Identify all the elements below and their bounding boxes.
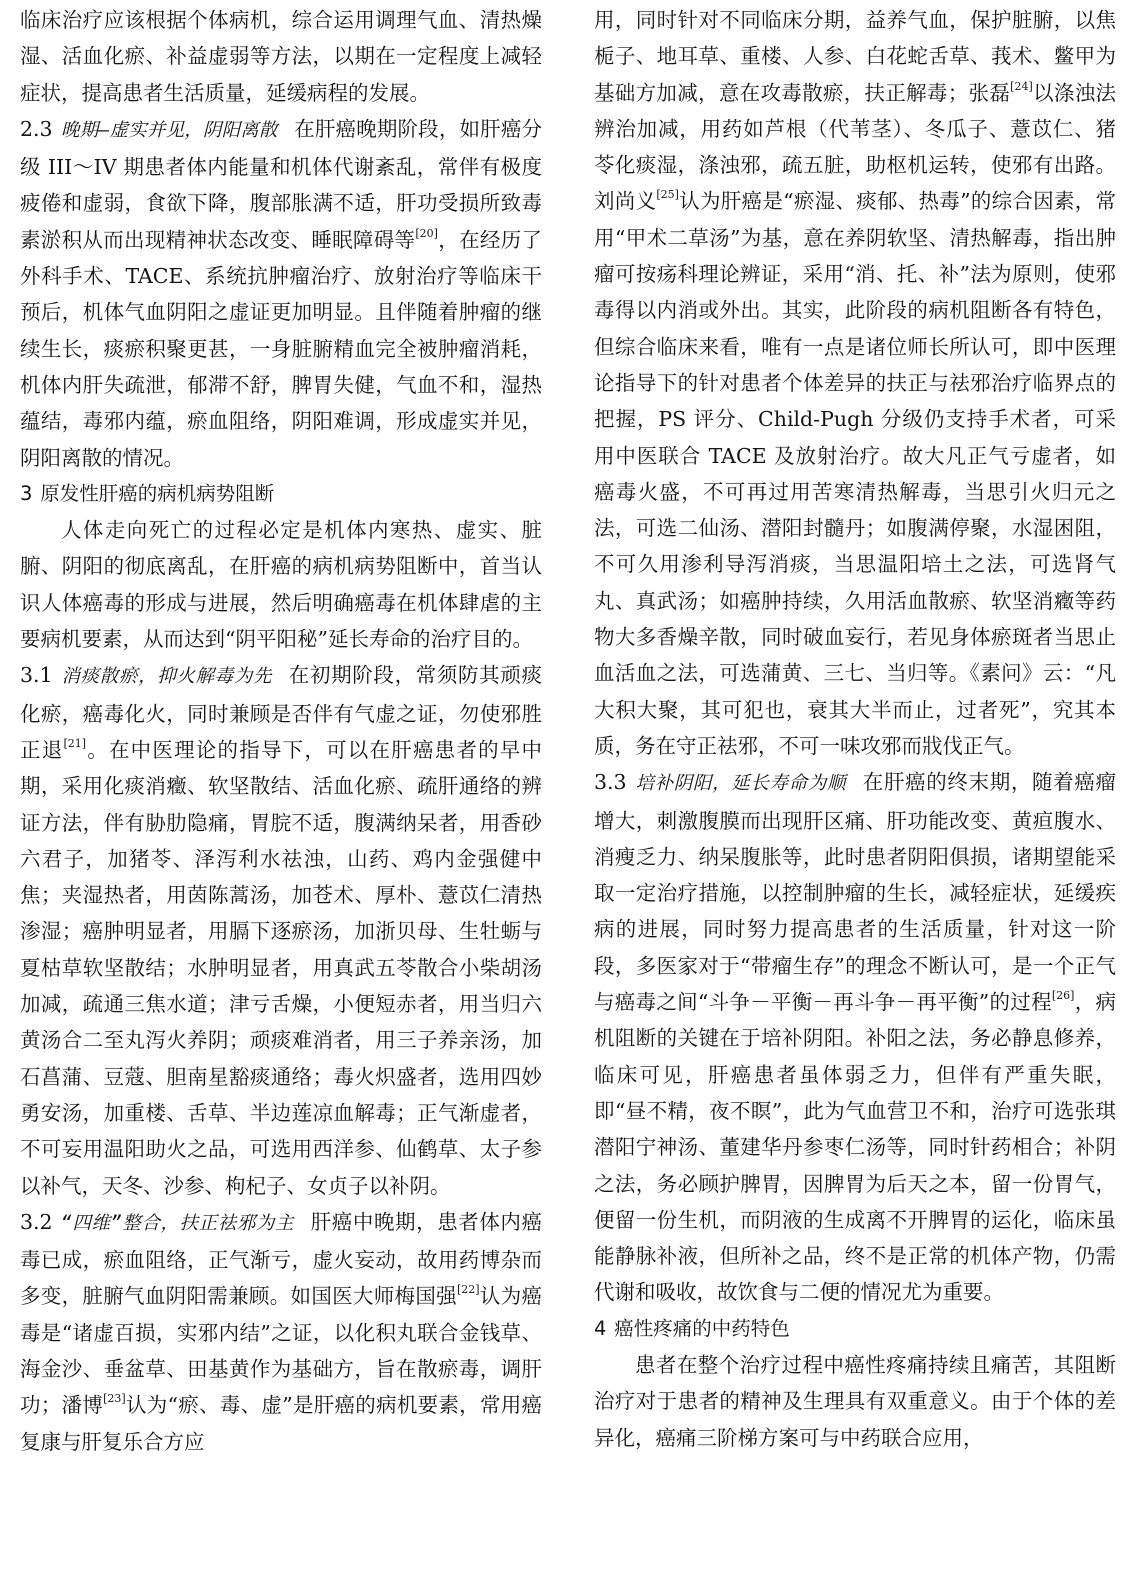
right-column: [594, 2, 1116, 1456]
section-title: 癌性疼痛的中药特色: [614, 1316, 790, 1340]
citation: [20]: [415, 226, 438, 240]
subsection-title: 晚期—虚实并见，阴阳离散: [60, 119, 278, 141]
body-text: ，病机阻断的关键在于培补阴阳。补阳之法，务必静息修养，临床可见，肝癌患者虽体弱乏力，但伴有严重失眠，即“昼不精，夜不瞑”，此为气血营卫不和，治疗可选张琪潜阳宁神汤、董建华丹参枣仁汤等，同时针药相合；补阴之法，务必顾护脾胃，因脾胃为后天之本，留一份胃气，便留一份生机，而阴液的生成离不开脾胃的运化，临床虽能静脉补液，但所补之品，终不是正常的机体产物，仍需代谢和吸收，故饮食与二便的情况尤为重要。: [594, 990, 1116, 1305]
paragraph-continued: [594, 2, 1116, 764]
subsection-number: 3.1: [20, 663, 53, 688]
body-text: 。在中医理论的指导下，可以在肝癌患者的早中期，采用化痰消癥、软坚散结、活血化瘀、疏肝通络的辨证方法，伴有胁肋隐痛，胃脘不适，腹满纳呆者，用香砂六君子，加猪苓、泽泻利水祛浊，山药、鸡内金强健中焦；夹湿热者，用茵陈蒿汤，加苍术、厚朴、薏苡仁清热渗湿；癌肿明显者，用膈下逐瘀汤，加浙贝母、生牡蛎与夏枯草软坚散结；水肿明显者，用真武五苓散合小柴胡汤加减，疏通三焦水道；津亏舌燥，小便短赤者，用当归六黄汤合二至丸泻火养阴；顽痰难消者，用三子养亲汤，加石菖蒲、豆蔻、胆南星豁痰通络；毒火炽盛者，选用四妙勇安汤，加重楼、舌草、半边莲凉血解毒；正气渐虚者，不可妄用温阳助火之品，可选用西洋参、仙鹤草、太子参以补气，天冬、沙参、枸杞子、女贞子以补阴。: [20, 737, 543, 1198]
left-column: [20, 2, 542, 1460]
citation: [22]: [456, 1283, 480, 1297]
subsection-2-3: [20, 111, 542, 476]
section-title: 原发性肝癌的病机病势阻断: [40, 481, 275, 505]
section-heading-4: [594, 1311, 1116, 1347]
section-intro: 人体走向死亡的过程必定是机体内寒热、虚实、脏腑、阴阳的彻底离乱，在肝癌的病机病势阻断中，首当认识人体癌毒的形成与进展，然后明确癌毒在机体肆虐的主要病机要素，从而达到“阴平阳秘”延长寿命的治疗目的。: [20, 518, 542, 652]
body-text: 认为肝癌是“瘀湿、痰郁、热毒”的综合因素，常用“甲术二草汤”为基，意在养阴软坚、清热解毒，指出肿瘤可按疡科理论辨证，采用“消、托、补”法为原则，使邪毒得以内消或外出。其实，此阶段的病机阻断各有特色，但综合临床来看，唯有一点是诸位师长所认可，即中医理论指导下的针对患者个体差异的扶正与祛邪治疗临界点的把握，PS 评分、Child-Pugh 分级仍支持手术者，可采用中医联合 TACE 及放射治疗。故大凡正气亏虚者，如癌毒火盛，不可再过用苦寒清热解毒，当思引火归元之法，可选二仙汤、潜阳封髓丹；如腹满停聚，水湿困阻，不可久用渗利导泻消痰，当思温阳培土之法，可选肾气丸、真武汤；如癌肿持续，久用活血散瘀、软坚消癥等药物大多香燥辛散，同时破血妄行，若见身体瘀斑者当思止血活血之法，可选蒲黄、三七、当归等。《素问》云：“凡大积大聚，其可犯也，衰其大半而止，过者死”，究其本质，务在守正祛邪，不可一味攻邪而戕伐正气。: [594, 189, 1117, 758]
subsection-3-1: [20, 657, 542, 1203]
subsection-3-2: [20, 1204, 542, 1460]
body-text: ，在经历了外科手术、TACE、系统抗肿瘤治疗、放射治疗等临床干预后，机体气血阴阳之虚证更加明显。且伴随着肿瘤的继续生长，痰瘀积聚更甚，一身脏腑精血完全被肿瘤消耗，机体内肝失疏泄，郁滞不舒，脾胃失健，气血不和，湿热蕴结，毒邪内蕴，瘀血阻络，阴阳难调，形成虚实并见，阴阳离散的情况。: [20, 227, 543, 470]
body-text: 肝癌中晚期，患者体内癌毒已成，瘀血阻络，正气渐亏，虚火妄动，故用药博杂而多变，脏腑气血阴阳需兼顾。如国医大师梅国强: [20, 1209, 543, 1309]
body-text: 在肝癌的终末期，随着癌瘤增大，刺激腹膜而出现肝区痛、肝功能改变、黄疸腹水、消瘦乏力、纳呆腹胀等，此时患者阴阳俱损，诸期望能采取一定治疗措施，以控制肿瘤的生长，减轻症状，延缓疾病的进展，同时努力提高患者的生活质量，针对这一阶段，多医家对于“带瘤生存”的理念不断认可，是一个正气与癌毒之间“斗争－平衡－再斗争－再平衡”的过程: [594, 770, 1116, 1015]
citation: [24]: [1010, 79, 1033, 93]
citation: [23]: [103, 1392, 126, 1406]
citation: [26]: [1051, 989, 1075, 1003]
subsection-title: 消痰散瘀，抑火解毒为先: [60, 666, 273, 688]
subsection-number: 3.3: [594, 770, 627, 795]
subsection-title: “四维”整合，扶正祛邪为主: [60, 1212, 295, 1234]
body-text: 用，同时针对不同临床分期，益养气血，保护脏腑，以焦栀子、地耳草、重楼、人参、白花蛇舌草、莪术、鳖甲为基础方加减，意在攻毒散瘀，扶正解毒；张磊: [594, 8, 1116, 105]
body-text: 在肝癌晚期阶段，如肝癌分级 III～IV 期患者体内能量和机体代谢紊乱，常伴有极度疲倦和虚弱，食欲下降，腹部胀满不适，肝功受损所致毒素淤积从而出现精神状态改变、睡眠障碍等: [20, 116, 542, 252]
body-text: 在初期阶段，常须防其顽痰化瘀，癌毒化火，同时兼顾是否伴有气虚之证，勿使邪胜正退: [20, 663, 542, 762]
section-number: 4: [594, 1316, 607, 1340]
subsection-title: 培补阴阳，延长寿命为顺: [634, 773, 847, 795]
subsection-number: 3.2: [20, 1209, 53, 1234]
section-heading-3: [20, 476, 542, 512]
citation: [21]: [63, 737, 87, 751]
body-text: 以涤浊法辨治加减，用药如芦根（代苇茎）、冬瓜子、薏苡仁、猪苓化痰湿，涤浊邪，疏五脏，助枢机运转，使邪有出路。刘尚义: [594, 80, 1116, 214]
section-number: 3: [20, 481, 33, 505]
section-intro: 患者在整个治疗过程中癌性疼痛持续且痛苦，其阻断治疗对于患者的精神及生理具有双重意义。由于个体的差异化，癌痛三阶梯方案可与中药联合应用，: [594, 1352, 1116, 1450]
citation: [25]: [656, 188, 679, 202]
body-text: 认为癌毒是“诸虚百损，实邪内结”之证，以化积丸联合金钱草、海金沙、垂盆草、田基黄作为基础方，旨在散瘀毒，调肝功；潘博: [20, 1284, 543, 1418]
paragraph-continued: 临床治疗应该根据个体病机，综合运用调理气血、清热燥湿、活血化瘀、补益虚弱等方法，以期在一定程度上减轻症状，提高患者生活质量，延缓病程的发展。: [20, 8, 542, 105]
body-text: 认为“瘀、毒、虚”是肝癌的病机要素，常用癌复康与肝复乐合方应: [20, 1393, 543, 1454]
subsection-number: 2.3: [20, 116, 53, 141]
subsection-3-3: [594, 764, 1116, 1310]
